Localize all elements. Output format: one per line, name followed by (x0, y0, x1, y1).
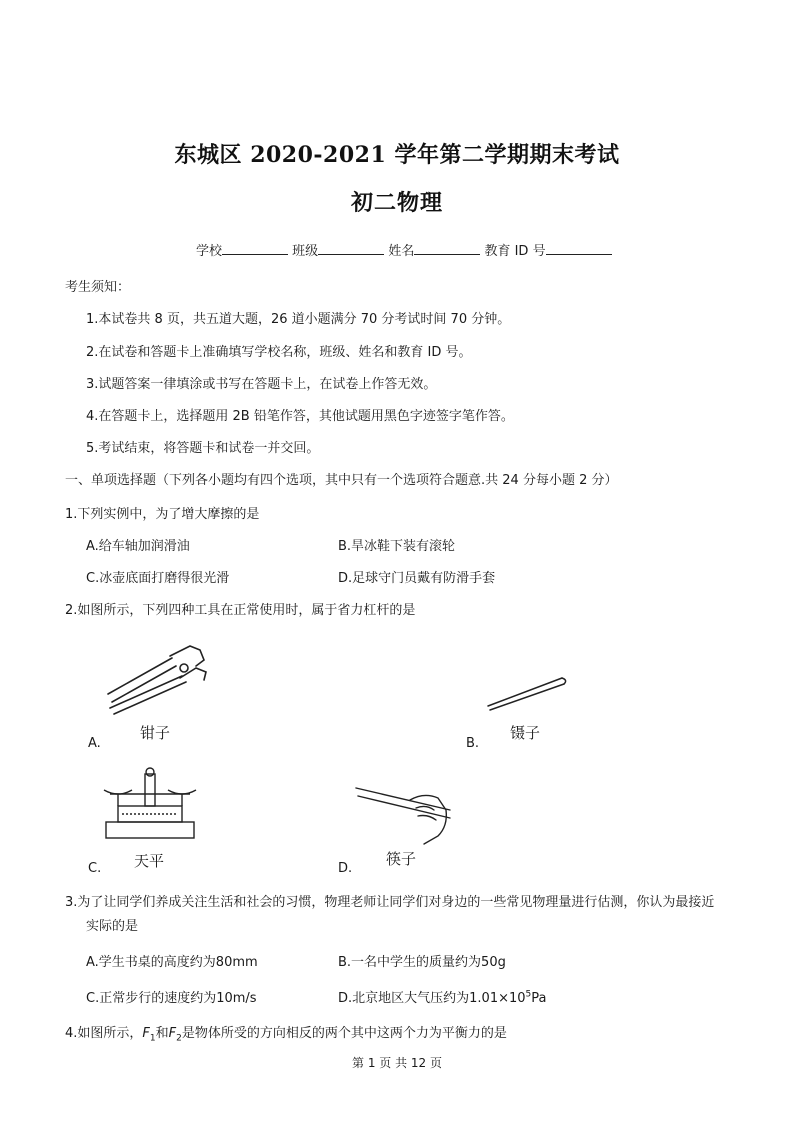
q2-option-d-letter: D. (338, 861, 353, 876)
edu-id-label: 教育 ID 号 (484, 244, 546, 259)
q2-option-a-caption: 钳子 (140, 724, 171, 742)
q4-force-sub2: 2 (176, 1033, 182, 1044)
q4-force-sub1: 1 (149, 1033, 156, 1044)
q4-suffix: 是物体所受的方向相反的两个其中这两个力为平衡力的是 (181, 1026, 507, 1041)
name-blank[interactable] (414, 242, 480, 255)
q1-option-b: B.旱冰鞋下装有滚轮 (338, 539, 456, 554)
name-label: 姓名 (388, 244, 415, 259)
exam-title: 东城区 2020-2021 学年第二学期期末考试 (174, 142, 620, 168)
q3-option-b: B.一名中学生的质量约为50g (338, 955, 506, 970)
q3-option-d-unit: Pa (531, 991, 547, 1006)
q3-option-d-text: D.北京地区大气压约为1.01×10 (338, 991, 526, 1006)
question-4-stem (65, 1022, 507, 1044)
q4-and: 和 (155, 1026, 169, 1041)
q2-option-b-letter: B. (466, 736, 480, 751)
notice-item: 5.考试结束，将答题卡和试卷一并交回。 (86, 441, 320, 456)
q3-option-c: C.正常步行的速度约为10m/s (86, 991, 257, 1006)
q3-option-d (338, 987, 547, 1006)
notice-item: 3.试题答案一律填涂或书写在答题卡上，在试卷上作答无效。 (86, 377, 437, 392)
notice-item: 2.在试卷和答题卡上准确填写学校名称，班级、姓名和教育 ID 号。 (86, 345, 472, 360)
question-1-stem: 1.下列实例中，为了增大摩擦的是 (65, 507, 260, 522)
question-3-stem: 3.为了让同学们养成关注生活和社会的习惯，物理老师让同学们对身边的一些常见物理量进行估测，你认为最接近 (65, 895, 715, 910)
edu-id-blank[interactable] (546, 242, 612, 255)
page-footer: 第 1 页 共 12 页 (352, 1056, 442, 1070)
school-blank[interactable] (222, 242, 288, 255)
q3-option-d-exponent: 5 (525, 989, 532, 1000)
section-heading: 一、单项选择题（下列各小题均有四个选项，其中只有一个选项符合题意.共 24 分每小题 2 分） (65, 473, 618, 488)
q2-option-d-caption: 筷子 (386, 850, 417, 868)
tweezers-illustration (484, 672, 569, 712)
q2-option-c-caption: 天平 (134, 852, 165, 870)
q4-force-symbol: F (142, 1026, 150, 1041)
q2-option-b-caption: 镊子 (510, 724, 541, 742)
notice-item: 1.本试卷共 8 页，共五道大题，26 道小题满分 70 分考试时间 70 分钟。 (86, 312, 511, 327)
class-blank[interactable] (318, 242, 384, 255)
question-3-stem-cont: 实际的是 (86, 919, 139, 934)
q1-option-d: D.足球守门员戴有防滑手套 (338, 571, 496, 586)
notice-heading: 考生须知： (65, 280, 131, 295)
q2-option-a-letter: A. (88, 736, 101, 751)
chopsticks-illustration (354, 780, 454, 850)
q3-option-a: A.学生书桌的高度约为80mm (86, 955, 258, 970)
notice-item: 4.在答题卡上，选择题用 2B 铅笔作答，其他试题用黑色字迹签字笔作答。 (86, 409, 514, 424)
balance-illustration (100, 766, 200, 846)
q4-force-symbol: F (168, 1026, 177, 1041)
question-2-stem: 2.如图所示，下列四种工具在正常使用时，属于省力杠杆的是 (65, 603, 416, 618)
student-info-row (196, 240, 612, 259)
school-label: 学校 (196, 244, 223, 259)
q1-option-a: A.给车轴加润滑油 (86, 539, 190, 554)
class-label: 班级 (292, 244, 319, 259)
exam-subject: 初二物理 (350, 190, 443, 216)
q4-prefix: 4.如图所示， (65, 1026, 143, 1041)
pliers-illustration (100, 636, 215, 711)
q1-option-c: C.冰壶底面打磨得很光滑 (86, 571, 230, 586)
q2-option-c-letter: C. (88, 861, 102, 876)
